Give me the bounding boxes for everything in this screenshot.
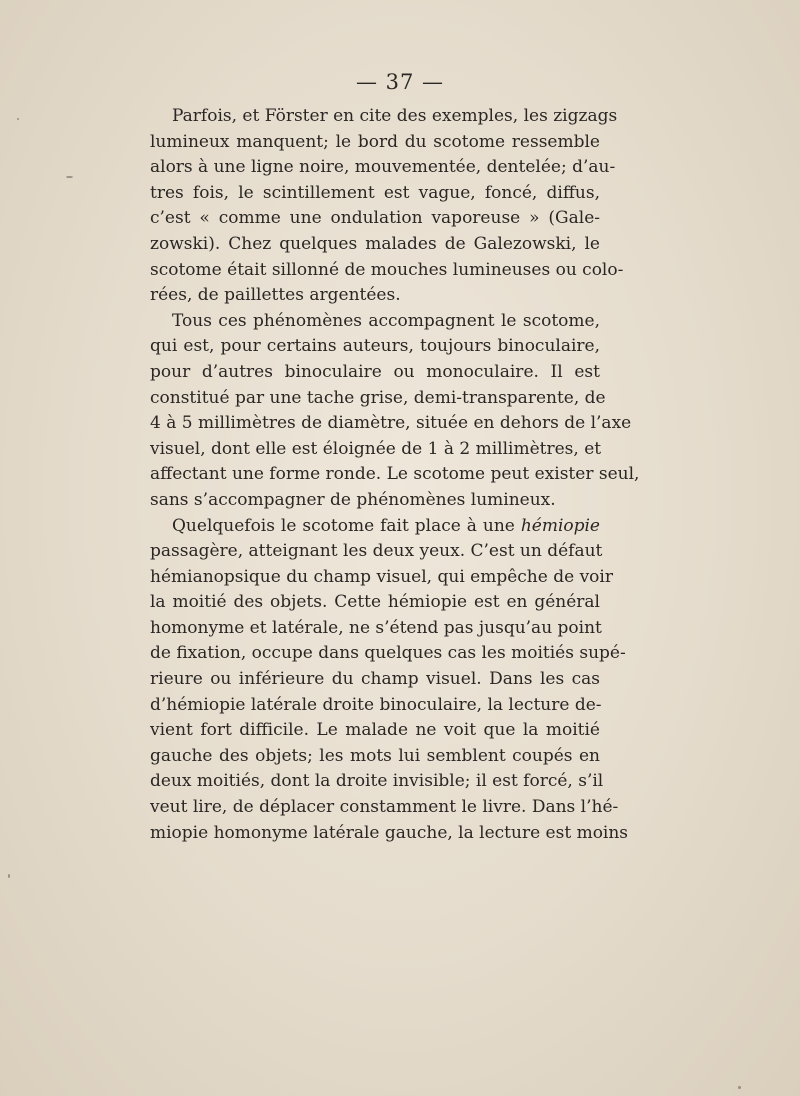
text-line: scotome était sillonné de mouches lumineuses ou colo- <box>150 259 624 280</box>
text-line: alors à une ligne noire, mouvementée, dentelée; d’au- <box>150 157 616 178</box>
text-line: pour d’autres binoculaire ou monoculaire. Il est <box>150 361 600 382</box>
text-line: zowski). Chez quelques malades de Galezowski, le <box>150 233 600 254</box>
text-line: gauche des objets; les mots lui semblent coupés en <box>150 745 600 766</box>
text-line: miopie homonyme latérale gauche, la lecture est moins <box>150 822 629 843</box>
paper-speck <box>738 1086 741 1089</box>
text-run: Quelquefois le scotome fait place à une <box>172 515 521 536</box>
text-line: lumineux manquent; le bord du scotome ressemble <box>150 131 600 152</box>
text-line: tres fois, le scintillement est vague, foncé, diffus, <box>150 182 600 203</box>
text-line: passagère, atteignant les deux yeux. C’est un défaut <box>150 541 603 562</box>
text-line: rieure ou inférieure du champ visuel. Dans les cas <box>150 669 600 690</box>
text-line: affectant une forme ronde. Le scotome peut exister seul, <box>150 464 640 485</box>
text-line: la moitié des objets. Cette hémiopie est en général <box>150 592 600 613</box>
text-line: vient fort difficile. Le malade ne voit que la moitié <box>150 720 600 741</box>
text-line: deux moitiés, dont la droite invisible; il est forcé, s’il <box>150 771 604 792</box>
text-line: c’est « comme une ondulation vaporeuse » (Gale- <box>150 208 600 229</box>
page-number: — 37 — <box>355 70 445 94</box>
text-line: qui est, pour certains auteurs, toujours binoculaire, <box>150 336 600 357</box>
text-line: homonyme et latérale, ne s’étend pas jusqu’au point <box>150 617 602 638</box>
text-line: sans s’accompagner de phénomènes lumineux. <box>150 489 556 510</box>
text-line: 4 à 5 millimètres de diamètre, située en dehors de l’axe <box>150 413 632 434</box>
text-line: Tous ces phénomènes accompagnent le scotome, <box>172 310 600 331</box>
paper-speck <box>17 118 19 120</box>
body-text <box>150 104 640 846</box>
text-line: rées, de paillettes argentées. <box>150 285 401 306</box>
text-line: Parfois, et Förster en cite des exemples, les zigzags <box>172 106 618 126</box>
text-line: visuel, dont elle est éloignée de 1 à 2 millimètres, et <box>150 438 602 459</box>
text-line: hémianopsique du champ visuel, qui empêche de voir <box>150 566 613 587</box>
paragraph <box>150 309 640 514</box>
text-line: de fixation, occupe dans quelques cas les moitiés supé- <box>150 643 626 664</box>
paper-speck <box>8 874 10 878</box>
text-line <box>150 514 600 540</box>
text-line: veut lire, de déplacer constamment le livre. Dans l’hé- <box>150 797 619 818</box>
paragraph <box>150 514 629 847</box>
text-line: d’hémiopie latérale droite binoculaire, la lecture de- <box>150 694 602 715</box>
paragraph <box>150 104 624 309</box>
text-line: constitué par une tache grise, demi-transparente, de <box>150 387 606 408</box>
paper-speck <box>66 176 73 178</box>
italic-term: hémiopie <box>520 515 600 536</box>
